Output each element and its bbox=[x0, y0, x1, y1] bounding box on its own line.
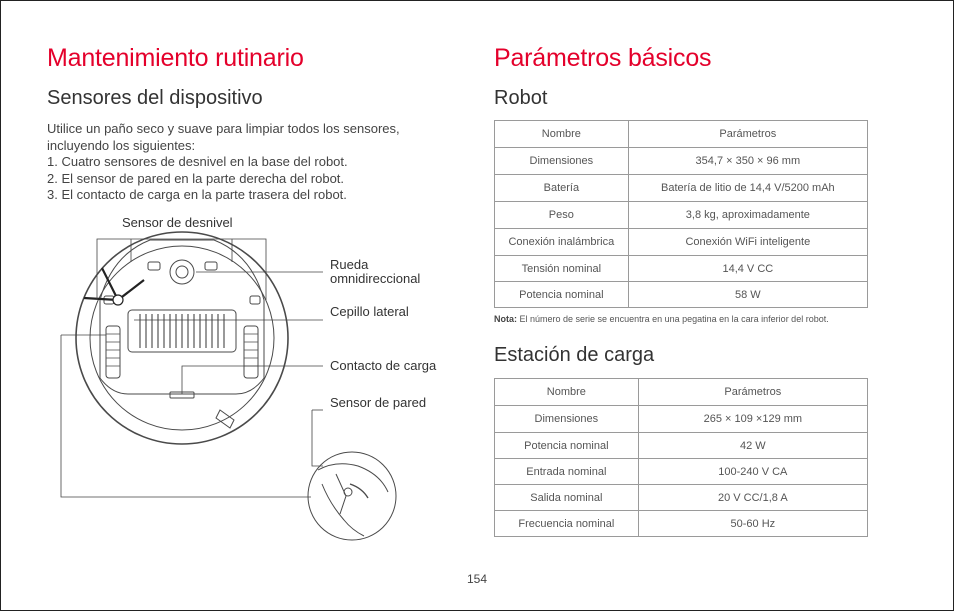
table-row bbox=[495, 433, 868, 459]
note-label: Nota: bbox=[494, 314, 517, 324]
callout-omni-wheel-line2: omnidireccional bbox=[330, 271, 421, 286]
table-cell: 42 W bbox=[638, 433, 867, 459]
table-header-cell: Parámetros bbox=[628, 121, 867, 148]
table-row bbox=[495, 148, 868, 175]
table-cell: Dimensiones bbox=[495, 148, 629, 175]
table-cell: Salida nominal bbox=[495, 485, 639, 511]
table-cell: Batería de litio de 14,4 V/5200 mAh bbox=[628, 175, 867, 202]
table-cell: 50-60 Hz bbox=[638, 511, 867, 537]
table-header-row bbox=[495, 379, 868, 406]
callout-charging-contact: Contacto de carga bbox=[330, 358, 437, 373]
table-cell: 20 V CC/1,8 A bbox=[638, 485, 867, 511]
intro-line: 3. El contacto de carga en la parte trasera del robot. bbox=[47, 187, 347, 202]
serial-number-note bbox=[494, 314, 829, 324]
table-cell: 14,4 V CC bbox=[628, 256, 867, 282]
table-cell: 3,8 kg, aproximadamente bbox=[628, 202, 867, 229]
table-header-row bbox=[495, 121, 868, 148]
table-cell: Potencia nominal bbox=[495, 282, 629, 308]
callout-side-brush: Cepillo lateral bbox=[330, 304, 409, 319]
table-row bbox=[495, 406, 868, 433]
table-row bbox=[495, 256, 868, 282]
table-cell: Batería bbox=[495, 175, 629, 202]
robot-spec-table bbox=[494, 120, 868, 308]
table-row bbox=[495, 485, 868, 511]
intro-text bbox=[47, 121, 447, 204]
table-cell: Conexión inalámbrica bbox=[495, 229, 629, 256]
table-row bbox=[495, 175, 868, 202]
table-cell: Potencia nominal bbox=[495, 433, 639, 459]
page-title-parameters: Parámetros básicos bbox=[494, 44, 712, 72]
table-cell: Peso bbox=[495, 202, 629, 229]
table-row bbox=[495, 229, 868, 256]
intro-line: Utilice un paño seco y suave para limpiar todos los sensores, bbox=[47, 121, 400, 136]
intro-line: 1. Cuatro sensores de desnivel en la base del robot. bbox=[47, 154, 348, 169]
table-cell: 354,7 × 350 × 96 mm bbox=[628, 148, 867, 175]
table-cell: Dimensiones bbox=[495, 406, 639, 433]
callout-wall-sensor: Sensor de pared bbox=[330, 395, 427, 410]
table-row bbox=[495, 459, 868, 485]
table-cell: Entrada nominal bbox=[495, 459, 639, 485]
table-row bbox=[495, 202, 868, 229]
intro-line: 2. El sensor de pared en la parte derecha del robot. bbox=[47, 170, 345, 186]
table-header-cell: Parámetros bbox=[638, 379, 867, 406]
table-cell: 58 W bbox=[628, 282, 867, 308]
callout-omni-wheel-line1: Rueda bbox=[330, 257, 369, 272]
page-number: 154 bbox=[466, 572, 488, 586]
table-cell: 265 × 109 ×129 mm bbox=[638, 406, 867, 433]
table-cell: 100-240 V CA bbox=[638, 459, 867, 485]
table-row bbox=[495, 282, 868, 308]
table-header-cell: Nombre bbox=[495, 379, 639, 406]
table-row bbox=[495, 511, 868, 537]
section-heading-charging-station: Estación de carga bbox=[494, 344, 655, 366]
station-spec-table bbox=[494, 378, 868, 537]
callout-cliff-sensor: Sensor de desnivel bbox=[122, 215, 233, 230]
section-heading-sensors: Sensores del dispositivo bbox=[47, 87, 263, 109]
table-cell: Conexión WiFi inteligente bbox=[628, 229, 867, 256]
note-text: El número de serie se encuentra en una pegatina en la cara inferior del robot. bbox=[519, 314, 829, 324]
table-cell: Tensión nominal bbox=[495, 256, 629, 282]
table-cell: Frecuencia nominal bbox=[495, 511, 639, 537]
table-header-cell: Nombre bbox=[495, 121, 629, 148]
section-heading-robot: Robot bbox=[494, 87, 548, 109]
intro-line: incluyendo los siguientes: bbox=[47, 137, 196, 153]
page-title-maintenance: Mantenimiento rutinario bbox=[47, 44, 304, 72]
